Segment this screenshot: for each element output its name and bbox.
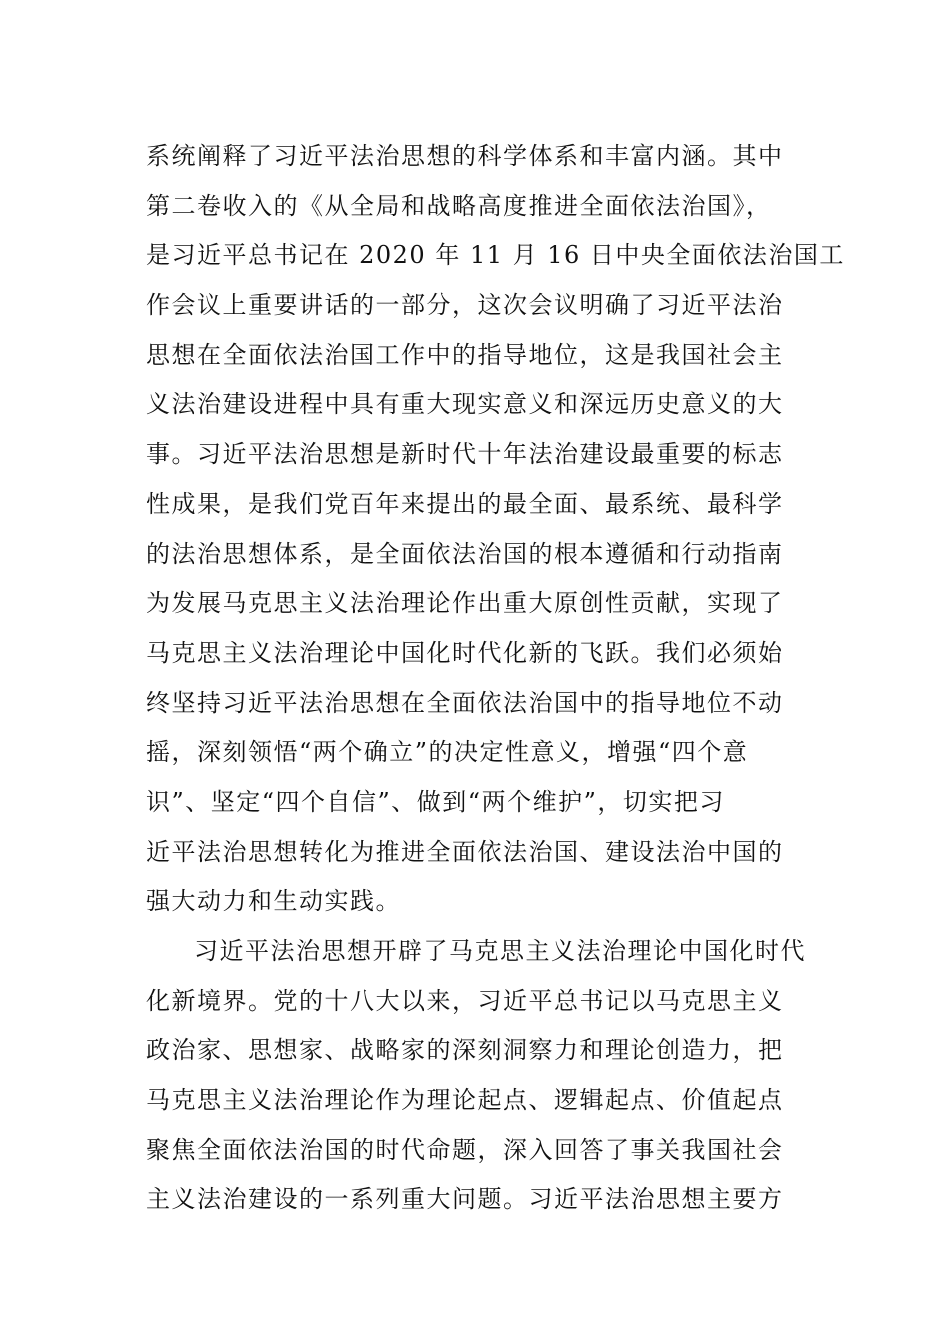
text-line: 作会议上重要讲话的一部分，这次会议明确了习近平法治 (146, 291, 784, 320)
text-line: 识”、坚定“四个自信”、做到“两个维护”，切实把习 (146, 787, 725, 816)
text-line: 政治家、思想家、战略家的深刻洞察力和理论创造力，把 (146, 1036, 784, 1065)
body-text (146, 132, 845, 1225)
text-line: 为发展马克思主义法治理论作出重大原创性贡献，实现了 (146, 589, 784, 618)
text-line: 近平法治思想转化为推进全面依法治国、建设法治中国的 (146, 837, 784, 866)
text-line: 主义法治建设的一系列重大问题。习近平法治思想主要方 (146, 1185, 784, 1214)
paragraph-2 (146, 927, 826, 1225)
paragraph-1 (146, 132, 845, 927)
text-line: 摇，深刻领悟“两个确立”的决定性意义，增强“四个意 (146, 738, 749, 767)
text-line: 马克思主义法治理论作为理论起点、逻辑起点、价值起点 (146, 1086, 784, 1115)
text-line: 马克思主义法治理论中国化时代化新的飞跃。我们必须始 (146, 638, 784, 667)
text-line: 强大动力和生动实践。 (146, 887, 401, 916)
text-line: 的法治思想体系，是全面依法治国的根本遵循和行动指南 (146, 539, 784, 568)
text-line: 思想在全面依法治国工作中的指导地位，这是我国社会主 (146, 340, 784, 369)
text-line: 是习近平总书记在 2020 年 11 月 16 日中央全面依法治国工 (146, 241, 845, 270)
text-line: 终坚持习近平法治思想在全面依法治国中的指导地位不动 (146, 688, 784, 717)
text-line: 聚焦全面依法治国的时代命题，深入回答了事关我国社会 (146, 1135, 784, 1164)
text-line: 化新境界。党的十八大以来，习近平总书记以马克思主义 (146, 986, 784, 1015)
text-line: 事。习近平法治思想是新时代十年法治建设最重要的标志 (146, 440, 784, 469)
text-line: 第二卷收入的《从全局和战略高度推进全面依法治国》， (146, 191, 772, 220)
text-line: 性成果，是我们党百年来提出的最全面、最系统、最科学 (146, 489, 784, 518)
text-line: 习近平法治思想开辟了马克思主义法治理论中国化时代 (194, 937, 806, 965)
text-line: 系统阐释了习近平法治思想的科学体系和丰富内涵。其中 (146, 142, 784, 170)
text-line: 义法治建设进程中具有重大现实意义和深远历史意义的大 (146, 390, 784, 419)
